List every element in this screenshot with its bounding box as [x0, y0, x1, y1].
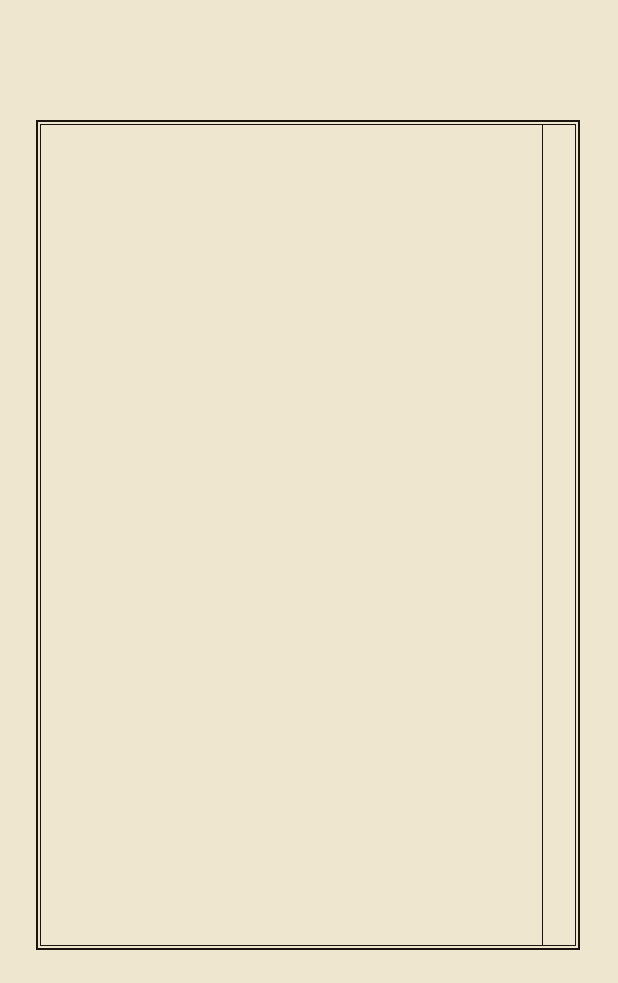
- text-frame: [40, 124, 576, 946]
- header-rule: [542, 124, 543, 946]
